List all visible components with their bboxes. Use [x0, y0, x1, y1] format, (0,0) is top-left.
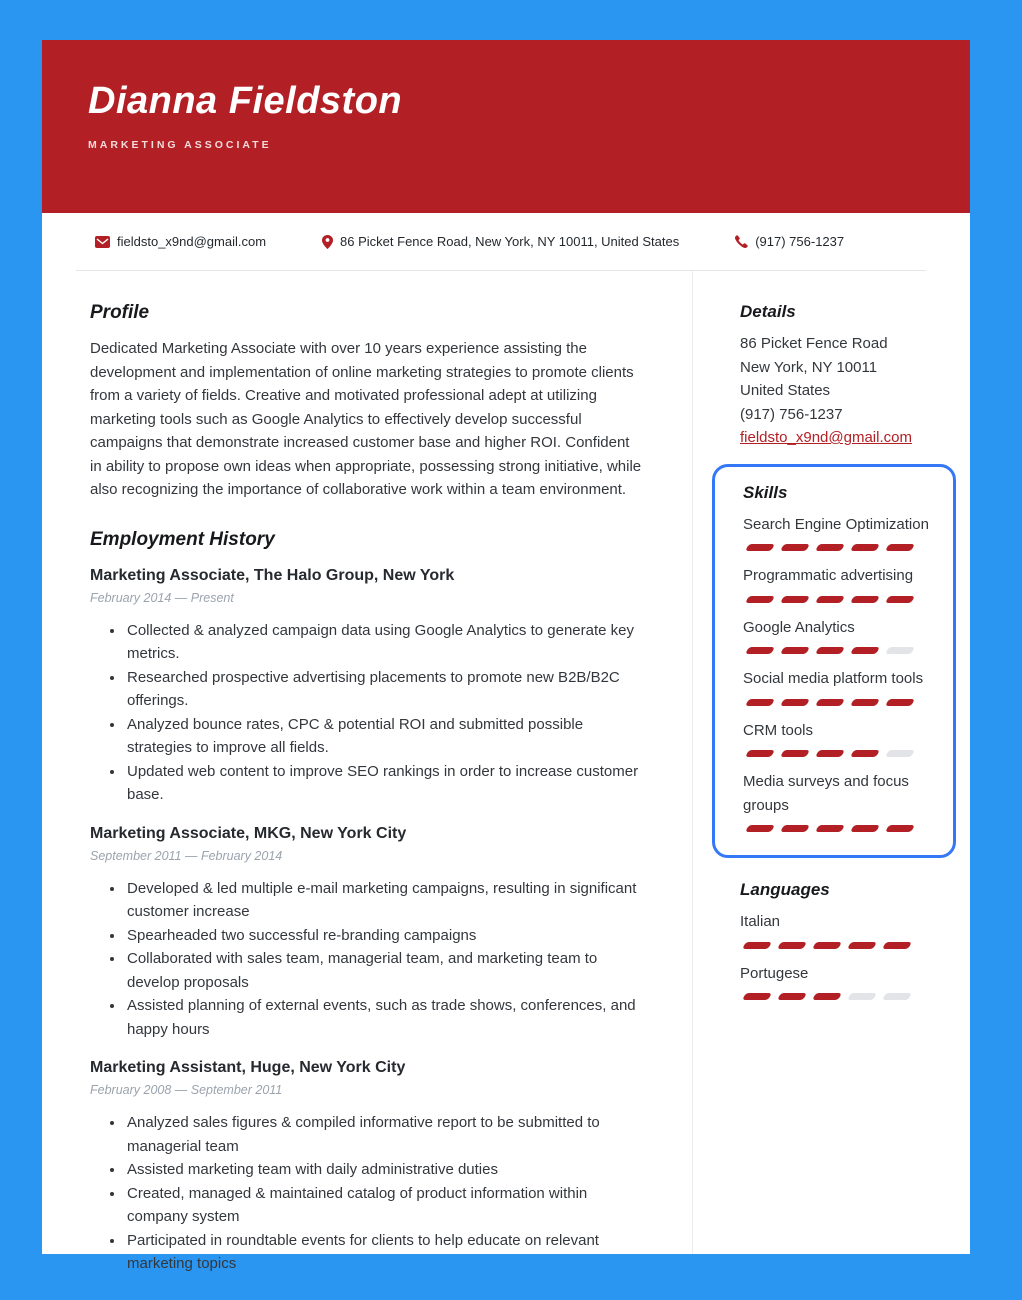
languages-heading: Languages: [740, 880, 830, 899]
level-segment-filled: [815, 699, 845, 706]
job-bullets: [90, 1111, 644, 1276]
profile-text: Dedicated Marketing Associate with over 10 years experience assisting the development and implementation of online marketing strategies to promote clients from a variety of fields. Creative and motivated professional adept at utilizing marketing tools such as Google Analytics to effectively develop successful campaigns that demonstrate increased customer base and higher ROI. Confident in ability to propose own ideas when appropriate, possessing strong initiative, while also recognizing the importance of collaborative work within a team environment.: [90, 340, 642, 498]
level-segment-filled: [850, 647, 880, 654]
contact-phone-text: (917) 756-1237: [755, 234, 845, 249]
contact-address-text: 86 Picket Fence Road, New York, NY 10011, United States: [340, 234, 680, 249]
level-segment-filled: [885, 699, 915, 706]
level-segment-empty: [885, 750, 915, 757]
level-segment-filled: [742, 993, 772, 1000]
level-segment-filled: [885, 544, 915, 551]
level-segment-filled: [882, 942, 912, 949]
details-address-line2: New York, NY 10011: [740, 358, 878, 376]
job-bullet: • Collected & analyzed campaign data using Google Analytics to generate key metrics.: [125, 619, 644, 666]
details-phone: (917) 756-1237: [740, 405, 843, 423]
job-bullet: • Participated in roundtable events for clients to help educate on relevant marketing topics: [125, 1229, 644, 1276]
details-section: [740, 302, 930, 450]
language-item-level-bar: [744, 942, 926, 949]
level-segment-filled: [815, 825, 845, 832]
side-column: [693, 271, 970, 1254]
details-email-link[interactable]: fieldsto_x9nd@gmail.com: [740, 429, 912, 446]
level-segment-filled: [850, 750, 880, 757]
skills-heading: Skills: [743, 482, 788, 502]
resume-header: [42, 40, 970, 213]
contact-address: [322, 234, 679, 249]
level-segment-empty: [847, 993, 877, 1000]
level-segment-filled: [815, 647, 845, 654]
details-address-line3: United States: [740, 382, 831, 399]
level-segment-filled: [812, 942, 842, 949]
language-item-level-bar: [744, 993, 926, 1000]
job-bullet: • Researched prospective advertising placements to promote new B2B/B2C offerings.: [125, 666, 644, 713]
job-bullet: • Assisted marketing team with daily administrative duties: [125, 1158, 644, 1182]
level-segment-filled: [885, 825, 915, 832]
job-bullet: • Assisted planning of external events, such as trade shows, conferences, and happy hours: [125, 994, 644, 1041]
level-segment-filled: [745, 596, 775, 603]
skill-item-label: Google Analytics: [743, 618, 855, 636]
level-segment-filled: [745, 544, 775, 551]
level-segment-filled: [815, 544, 845, 551]
skill-item-level-bar: [747, 544, 925, 551]
contact-phone: [735, 234, 844, 249]
skill-item-level-bar: [747, 825, 925, 832]
employment-jobs: [90, 564, 644, 1276]
skill-item-level-bar: [747, 647, 925, 654]
level-segment-filled: [815, 596, 845, 603]
job-bullet: • Analyzed sales figures & compiled informative report to be submitted to managerial team: [125, 1111, 644, 1158]
level-segment-filled: [742, 942, 772, 949]
skill-item-level-bar: [747, 750, 925, 757]
skill-item: [743, 719, 929, 758]
level-segment-filled: [745, 647, 775, 654]
job-dates: February 2014 — Present: [90, 590, 234, 605]
level-segment-filled: [850, 596, 880, 603]
level-segment-filled: [780, 699, 810, 706]
employment-heading: Employment History: [90, 528, 275, 550]
language-item-label: Portugese: [740, 964, 809, 982]
skill-item: [743, 770, 929, 832]
level-segment-filled: [847, 942, 877, 949]
phone-icon: [735, 235, 748, 248]
contact-bar: [42, 213, 970, 270]
level-segment-filled: [745, 750, 775, 757]
level-segment-filled: [745, 825, 775, 832]
language-item-label: Italian: [740, 913, 781, 930]
job-bullet: • Analyzed bounce rates, CPC & potential ROI and submitted possible strategies to improve all fields.: [125, 713, 644, 760]
language-item: [740, 962, 930, 1001]
profile-heading: Profile: [90, 302, 150, 323]
main-column: [42, 271, 693, 1272]
job-bullets: [90, 877, 644, 1042]
job-entry: [90, 822, 644, 1042]
resume-page: [42, 40, 970, 1272]
job-bullets: [90, 619, 644, 807]
level-segment-filled: [885, 596, 915, 603]
level-segment-filled: [850, 699, 880, 706]
level-segment-filled: [780, 647, 810, 654]
details-address-line1: 86 Picket Fence Road: [740, 335, 888, 352]
resume-body: [42, 271, 970, 1272]
details-heading: Details: [740, 302, 796, 321]
skill-item-label: Social media platform tools: [743, 670, 924, 687]
envelope-icon: [95, 236, 110, 248]
skill-item-label: Programmatic advertising: [743, 567, 914, 584]
level-segment-filled: [745, 699, 775, 706]
level-segment-filled: [815, 750, 845, 757]
job-bullet: • Collaborated with sales team, managerial team, and marketing team to develop proposals: [125, 947, 644, 994]
job-bullet: • Spearheaded two successful re-branding campaigns: [125, 924, 644, 948]
skill-item-label: Search Engine Optimization: [743, 515, 929, 533]
contact-email: [95, 234, 266, 249]
candidate-name: Dianna Fieldston: [88, 80, 403, 122]
map-pin-icon: [322, 235, 333, 249]
candidate-job-title: MARKETING ASSOCIATE: [88, 138, 272, 151]
skill-item-level-bar: [747, 699, 925, 706]
employment-section: [90, 529, 644, 1276]
job-entry: [90, 1056, 644, 1276]
level-segment-filled: [777, 993, 807, 1000]
skill-item-label: CRM tools: [743, 721, 814, 739]
skill-item-label: Media surveys and focus groups: [743, 773, 909, 814]
languages-section: [740, 880, 930, 1000]
level-segment-filled: [780, 596, 810, 603]
job-bullet: • Developed & led multiple e-mail marketing campaigns, resulting in significant customer increase: [125, 877, 644, 924]
skill-item-level-bar: [747, 596, 925, 603]
job-bullet: • Updated web content to improve SEO rankings in order to increase customer base.: [125, 760, 644, 807]
level-segment-filled: [850, 544, 880, 551]
level-segment-filled: [780, 825, 810, 832]
job-entry: [90, 564, 644, 807]
level-segment-filled: [777, 942, 807, 949]
level-segment-filled: [780, 750, 810, 757]
language-item: [740, 910, 930, 949]
skill-item: [743, 667, 929, 706]
level-segment-filled: [850, 825, 880, 832]
job-dates: September 2011 — February 2014: [90, 848, 283, 863]
skill-item: [743, 513, 929, 552]
job-title: Marketing Associate, The Halo Group, New York: [90, 566, 455, 584]
skill-item: [743, 564, 929, 603]
contact-email-text: fieldsto_x9nd@gmail.com: [117, 234, 267, 249]
level-segment-empty: [882, 993, 912, 1000]
job-bullet: • Created, managed & maintained catalog of product information within company system: [125, 1182, 644, 1229]
level-segment-filled: [812, 993, 842, 1000]
profile-section: [90, 302, 644, 502]
skills-list: [743, 513, 929, 833]
languages-list: [740, 910, 930, 1000]
level-segment-empty: [885, 647, 915, 654]
job-title: Marketing Associate, MKG, New York City: [90, 824, 407, 842]
level-segment-filled: [780, 544, 810, 551]
skills-section-highlighted[interactable]: [712, 464, 956, 859]
skill-item: [743, 616, 929, 655]
job-dates: February 2008 — September 2011: [90, 1083, 283, 1097]
job-title: Marketing Assistant, Huge, New York City: [90, 1059, 406, 1076]
